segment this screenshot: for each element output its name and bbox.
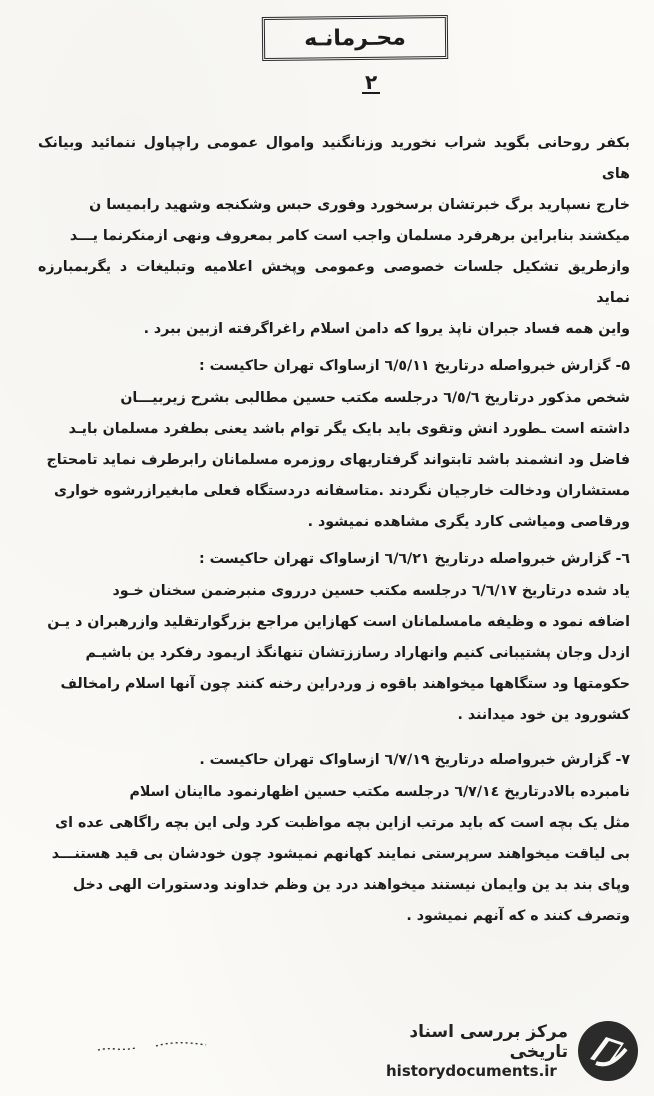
text-line: اضافه نمود ه وظیفه مامسلمانان است کهازاین مراجع بزرگوارتقلید وازرهبران د یـن — [47, 614, 630, 630]
archive-site: historydocuments.ir — [386, 1062, 557, 1080]
paragraph-5 — [38, 383, 630, 538]
report-heading-7: ٧- گزارش خبرواصله درتاریخ ٦/٧/١٩ ازساواک تهران حاکیست . — [199, 752, 630, 768]
text-line: ازدل وجان پشتیبانی کنیم وانهاراد رساززتشان تنهانگذ اریمود رفکرد ین باشیـم — [85, 645, 630, 661]
paragraph-1 — [38, 128, 630, 345]
text-line: شخص مذکور درتاریخ ٦/٥/٦ درجلسه مکتب حسین مطالبی بشرح زیربیـــان — [120, 390, 630, 406]
text-line: داشته است ـطورد انش وتقوی باید بایک یگر توام باشد یعنی بطفرد مسلمان بایـد — [68, 421, 630, 437]
text-line: وپای بند بد ین وایمان نیستند میخواهند درد ین وظم خداوند ودستورات الهی دخل — [72, 877, 630, 893]
text-line: واین همه فساد جبران ناپذ یروا که دامن اسلام راغراگرفته ازبین ببرد . — [143, 321, 630, 337]
pen-scribble — [96, 1036, 246, 1056]
report-heading-6: ٦- گزارش خبرواصله درتاریخ ٦/٦/٢١ ازساواک تهران حاکیست : — [199, 551, 630, 567]
text-line: حکومتها ود ستگاهها میخواهند باقوه ز وردراین رخنه کنند چون آنها اسلام رامخالف — [60, 676, 630, 692]
text-line: وتصرف کنند ه که آنهم نمیشود . — [406, 908, 630, 924]
document-body — [38, 128, 630, 932]
text-line: ورقاصی ومیاشی کارد یگری مشاهده نمیشود . — [307, 514, 630, 530]
text-line: نامبرده بالادرتاریخ ٦/٧/١٤ درجلسه مکتب حسین اظهارنمود مااینان اسلام — [129, 784, 630, 800]
text-line: وازطریق تشکیل جلسات خصوصی وعمومی وپخش اعلامیه وتبلیغات د یگربمبارزه نماید — [38, 259, 630, 306]
text-line: مثل یک بچه است که باید مرتب ازاین بچه مواظبت کرد ولی این بچه راگاهی عده ای — [55, 815, 630, 831]
text-line: بکفر روحانی بگوید شراب نخورید وزنانگنید واموال عمومی راچپاول ننمائید وبیانک های — [38, 135, 630, 182]
archive-logo — [386, 1016, 640, 1086]
archive-name: مرکز بررسی اسناد تاریخی — [409, 1022, 568, 1062]
page-number: ٢ — [362, 72, 380, 94]
confidential-stamp — [262, 15, 448, 61]
text-line: یاد شده درتاریخ ٦/٦/١٧ درجلسه مکتب حسین درروی منبرضمن سخنان خـود — [112, 583, 630, 599]
report-heading-5: ۵- گزارش خبرواصله درتاریخ ٦/٥/١١ ازساواک تهران حاکیست : — [199, 358, 630, 374]
stamp-text: محـرمانـه — [304, 24, 406, 52]
text-line: کشورود ین خود میدانند . — [457, 707, 630, 723]
paragraph-6 — [38, 576, 630, 731]
book-folder-icon — [576, 1019, 640, 1083]
text-line: فاضل ود انشمند باشد تابتواند گرفتاریهای روزمره مسلمانان رابرطرف نماید تامحتاج — [46, 452, 630, 468]
text-line: مستشاران ودخالت خارجیان نگردند .متاسفانه دردستگاه فعلی مابغیرازرشوه خواری — [53, 483, 630, 499]
text-line: بی لیاقت میخواهند سرپرستی نمایند کهانهم نمیشود چون خودشان بی قید هستنـــد — [51, 846, 630, 862]
paragraph-7 — [38, 777, 630, 932]
text-line: میکشند بنابراین برهرفرد مسلمان واجب است کامر بمعروف ونهی ازمنکرنما یـــد — [69, 228, 630, 244]
text-line: خارج نسپارید برگ خبرتشان برسخورد وفوری حبس وشکنجه وشهید رابمیسا ن — [89, 197, 630, 213]
